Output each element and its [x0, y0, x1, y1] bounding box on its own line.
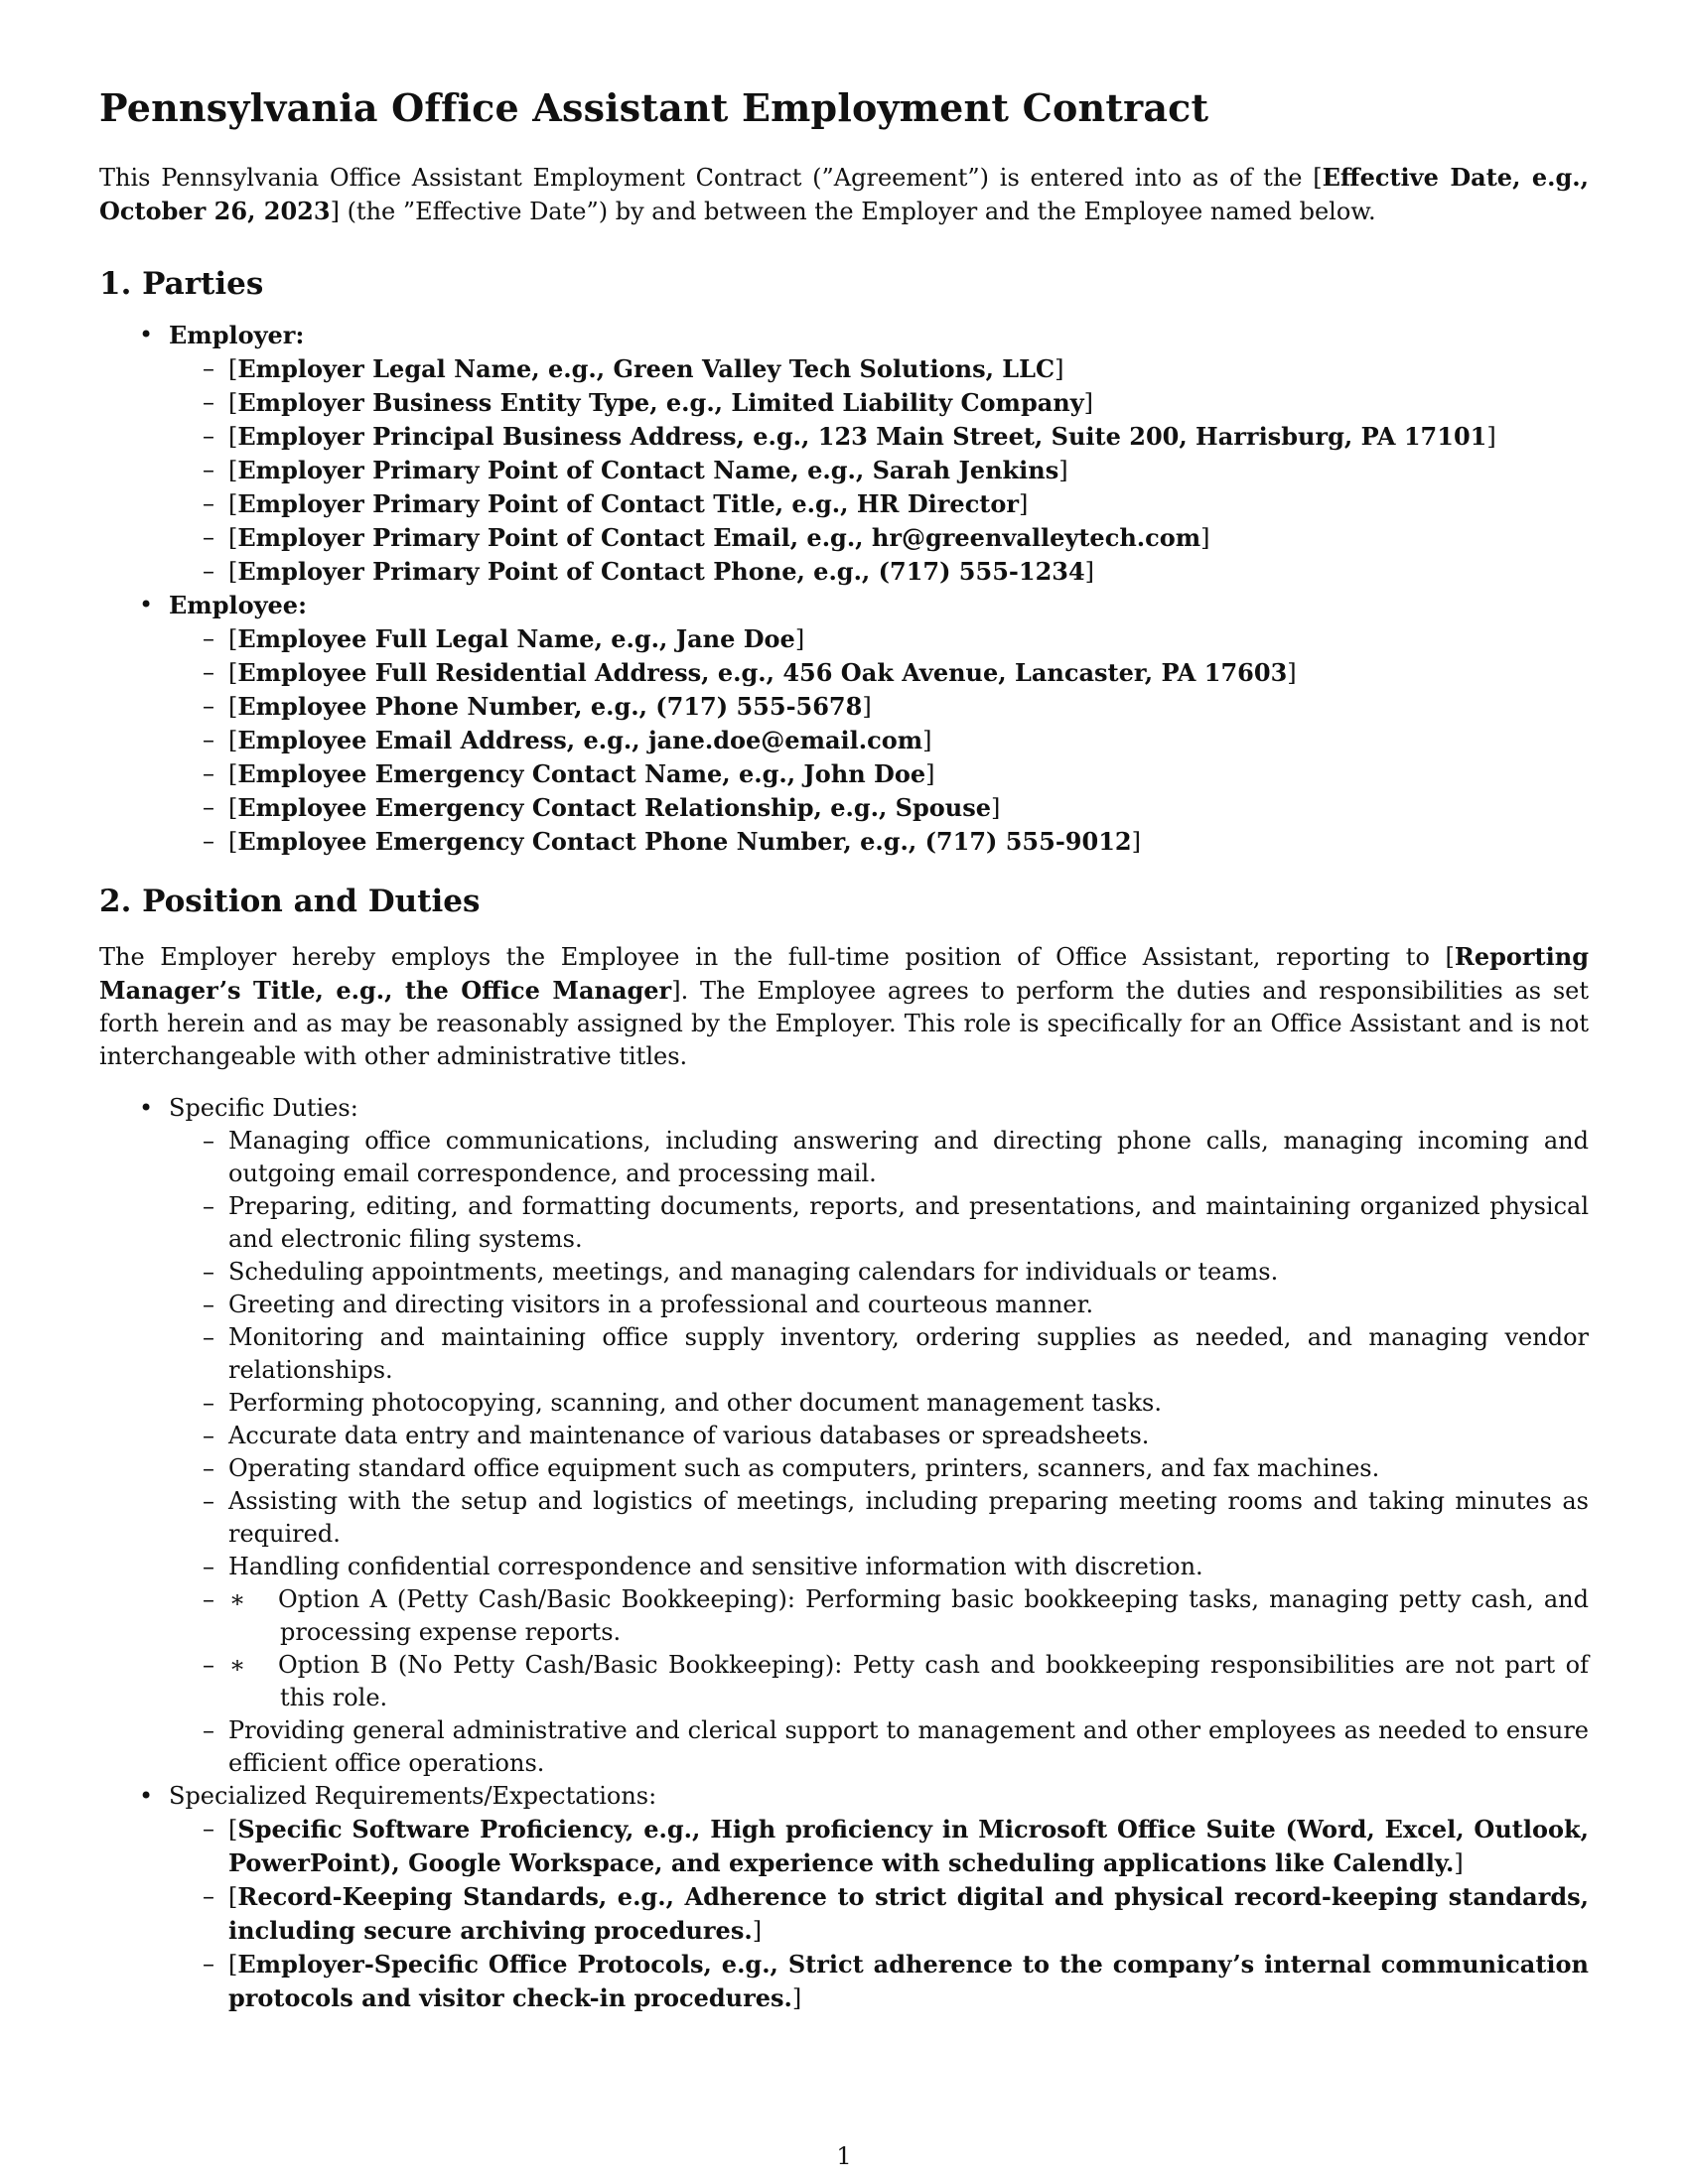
section-1-heading: 1. Parties	[99, 266, 264, 302]
list-item: – Operating standard office equipment such as computers, printers, scanners, and fax machines.	[169, 1452, 1589, 1485]
employer-item: • Employer: – [Employer Legal Name, e.g., Green Valley Tech Solutions, LLC] – [Employer Business Entity Type, e.g., Limited Liability Company] – [Employer Principal Business Address, e.g., 123 Main Street, Suite 200, Harrisburg, PA 17101] – [Employer Primary Point of Contact Name, e.g., Sarah Jenkins] – [Employer Primary Point of Contact Title, e.g., HR Director] – [Employer Primary Point of Contact Email, e.g., hr@greenvalleytech.com] – [Employer Primary Point of Contact Phone, e.g., (717) 555-1234]	[99, 319, 1589, 589]
placeholder-field: – [Employee Email Address, e.g., jane.doe@email.com]	[169, 724, 1589, 757]
asterisk-icon: ∗	[228, 1651, 246, 1679]
list-item: – Providing general administrative and clerical support to management and other employees as needed to ensure efficient office operations.	[169, 1714, 1589, 1780]
placeholder-field: – [Employer Primary Point of Contact Name, e.g., Sarah Jenkins]	[169, 454, 1589, 487]
asterisk-icon: ∗	[228, 1585, 246, 1613]
placeholder-field: – [Employee Emergency Contact Phone Number, e.g., (717) 555-9012]	[169, 825, 1589, 859]
requirements-item: • Specialized Requirements/Expectations: – [Specific Software Proficiency, e.g., High proficiency in Microsoft Office Suite (Word, Excel, Outlook, PowerPoint), Google Workspace, and experience with scheduling applications like Calendly.] – [Record-Keeping Standards, e.g., Adherence to strict digital and physical record-keeping standards, including secure archiving procedures.] – [Employer-Specific Office Protocols, e.g., Strict adherence to the company’s internal communication protocols and visitor check-in procedures.]	[99, 1780, 1589, 2015]
placeholder-field: – [Employer Primary Point of Contact Title, e.g., HR Director]	[169, 487, 1589, 521]
placeholder-field: – [Employer Principal Business Address, e.g., 123 Main Street, Suite 200, Harrisburg, PA 17101]	[169, 420, 1589, 454]
specific-duties-item: • Specific Duties: – Managing office communications, including answering and directing phone calls, managing incoming and outgoing email correspondence, and processing mail. – Preparing, editing, and formatting documents, reports, and presentations, and maintaining organized physical and electronic filing systems. – Scheduling appointments, meetings, and managing calendars for individuals or teams. – Greeting and directing visitors in a professional and courteous manner. – Monitoring and maintaining office supply inventory, ordering supplies as needed, and managing vendor relationships. – Performing photocopying, scanning, and other document management tasks. – Accurate data entry and maintenance of various databases or spreadsheets. – Operating standard office equipment such as computers, printers, scanners, and fax machines. – Assisting with the setup and logistics of meetings, including preparing meeting rooms and taking minutes as required. – Handling confidential correspondence and sensitive information with discretion. – ∗ Option A (Petty Cash/Basic Bookkeeping): Performing basic bookkeeping tasks, managing petty cash, and processing expense reports. – ∗ Option B (No Petty Cash/Basic Bookkeeping): Petty cash and bookkeeping responsibilities are not part of this role. – Providing general administrative and clerical support to management and other employees as needed to ensure efficient office operations.	[99, 1092, 1589, 1780]
list-item: – Monitoring and maintaining office supply inventory, ordering supplies as needed, and managing vendor relationships.	[169, 1321, 1589, 1387]
employer-fields	[169, 352, 1589, 589]
duties-list	[99, 1092, 1589, 2015]
placeholder-field: – [Employee Emergency Contact Relationship, e.g., Spouse]	[169, 791, 1589, 825]
list-item: – Greeting and directing visitors in a professional and courteous manner.	[169, 1289, 1589, 1321]
placeholder-field: – [Employee Full Legal Name, e.g., Jane Doe]	[169, 622, 1589, 656]
placeholder-field: – [Employer Primary Point of Contact Email, e.g., hr@greenvalleytech.com]	[169, 521, 1589, 555]
list-item: – Handling confidential correspondence and sensitive information with discretion.	[169, 1551, 1589, 1583]
employee-item: • Employee: – [Employee Full Legal Name, e.g., Jane Doe] – [Employee Full Residential Address, e.g., 456 Oak Avenue, Lancaster, PA 17603] – [Employee Phone Number, e.g., (717) 555-5678] – [Employee Email Address, e.g., jane.doe@email.com] – [Employee Emergency Contact Name, e.g., John Doe] – [Employee Emergency Contact Relationship, e.g., Spouse] – [Employee Emergency Contact Phone Number, e.g., (717) 555-9012]	[99, 589, 1589, 859]
intro-paragraph: This Pennsylvania Office Assistant Employment Contract (”Agreement”) is entered into as of the [Effective Date, e.g., October 26, 2023] (the ”Effective Date”) by and between the Employer and the Employee named below.	[99, 163, 1590, 225]
option-item: – ∗ Option B (No Petty Cash/Basic Bookkeeping): Petty cash and bookkeeping responsibilities are not part of this role.	[169, 1649, 1589, 1714]
document-title: Pennsylvania Office Assistant Employment Contract	[99, 85, 1209, 130]
placeholder-field: – [Specific Software Proficiency, e.g., High proficiency in Microsoft Office Suite (Word, Excel, Outlook, PowerPoint), Google Workspace, and experience with scheduling applications like Calendly.]	[169, 1813, 1589, 1880]
reporting-manager-placeholder: Reporting Manager’s Title, e.g., the Office Manager	[99, 942, 1589, 1005]
specific-duties	[169, 1125, 1589, 1780]
employee-fields	[169, 622, 1589, 859]
placeholder-field: – [Employer Primary Point of Contact Phone, e.g., (717) 555-1234]	[169, 555, 1589, 589]
list-item: – Accurate data entry and maintenance of various databases or spreadsheets.	[169, 1420, 1589, 1452]
section-2-heading: 2. Position and Duties	[99, 884, 481, 919]
page-number: 1	[836, 2142, 852, 2170]
placeholder-field: – [Employee Full Residential Address, e.g., 456 Oak Avenue, Lancaster, PA 17603]	[169, 656, 1589, 690]
list-item: – Performing photocopying, scanning, and other document management tasks.	[169, 1387, 1589, 1420]
position-paragraph: The Employer hereby employs the Employee in the full-time position of Office Assistant, reporting to [Reporting Manager’s Title, e.g., the Office Manager]. The Employee agrees to perform the duties and responsibilities as set forth herein and as may be reasonably assigned by the Employer. This role is specifically for an Office Assistant and is not interchangeable with other administrative titles.	[99, 942, 1589, 1070]
placeholder-field: – [Employee Emergency Contact Name, e.g., John Doe]	[169, 757, 1589, 791]
list-item: – Scheduling appointments, meetings, and managing calendars for individuals or teams.	[169, 1256, 1589, 1289]
placeholder-field: – [Employer Business Entity Type, e.g., Limited Liability Company]	[169, 386, 1589, 420]
effective-date-placeholder: Effective Date, e.g., October 26, 2023	[99, 163, 1590, 225]
specialized-requirements	[169, 1813, 1589, 2015]
list-item: – Managing office communications, including answering and directing phone calls, managing incoming and outgoing email correspondence, and processing mail.	[169, 1125, 1589, 1190]
list-item: – Assisting with the setup and logistics of meetings, including preparing meeting rooms and taking minutes as required.	[169, 1485, 1589, 1551]
option-item: – ∗ Option A (Petty Cash/Basic Bookkeeping): Performing basic bookkeeping tasks, managing petty cash, and processing expense reports.	[169, 1583, 1589, 1649]
placeholder-field: – [Employee Phone Number, e.g., (717) 555-5678]	[169, 690, 1589, 724]
parties-list	[99, 319, 1589, 859]
placeholder-field: – [Employer Legal Name, e.g., Green Valley Tech Solutions, LLC]	[169, 352, 1589, 386]
list-item: – Preparing, editing, and formatting documents, reports, and presentations, and maintaining organized physical and electronic filing systems.	[169, 1190, 1589, 1256]
placeholder-field: – [Employer-Specific Office Protocols, e.g., Strict adherence to the company’s internal communication protocols and visitor check-in procedures.]	[169, 1948, 1589, 2015]
placeholder-field: – [Record-Keeping Standards, e.g., Adherence to strict digital and physical record-keeping standards, including secure archiving procedures.]	[169, 1880, 1589, 1948]
